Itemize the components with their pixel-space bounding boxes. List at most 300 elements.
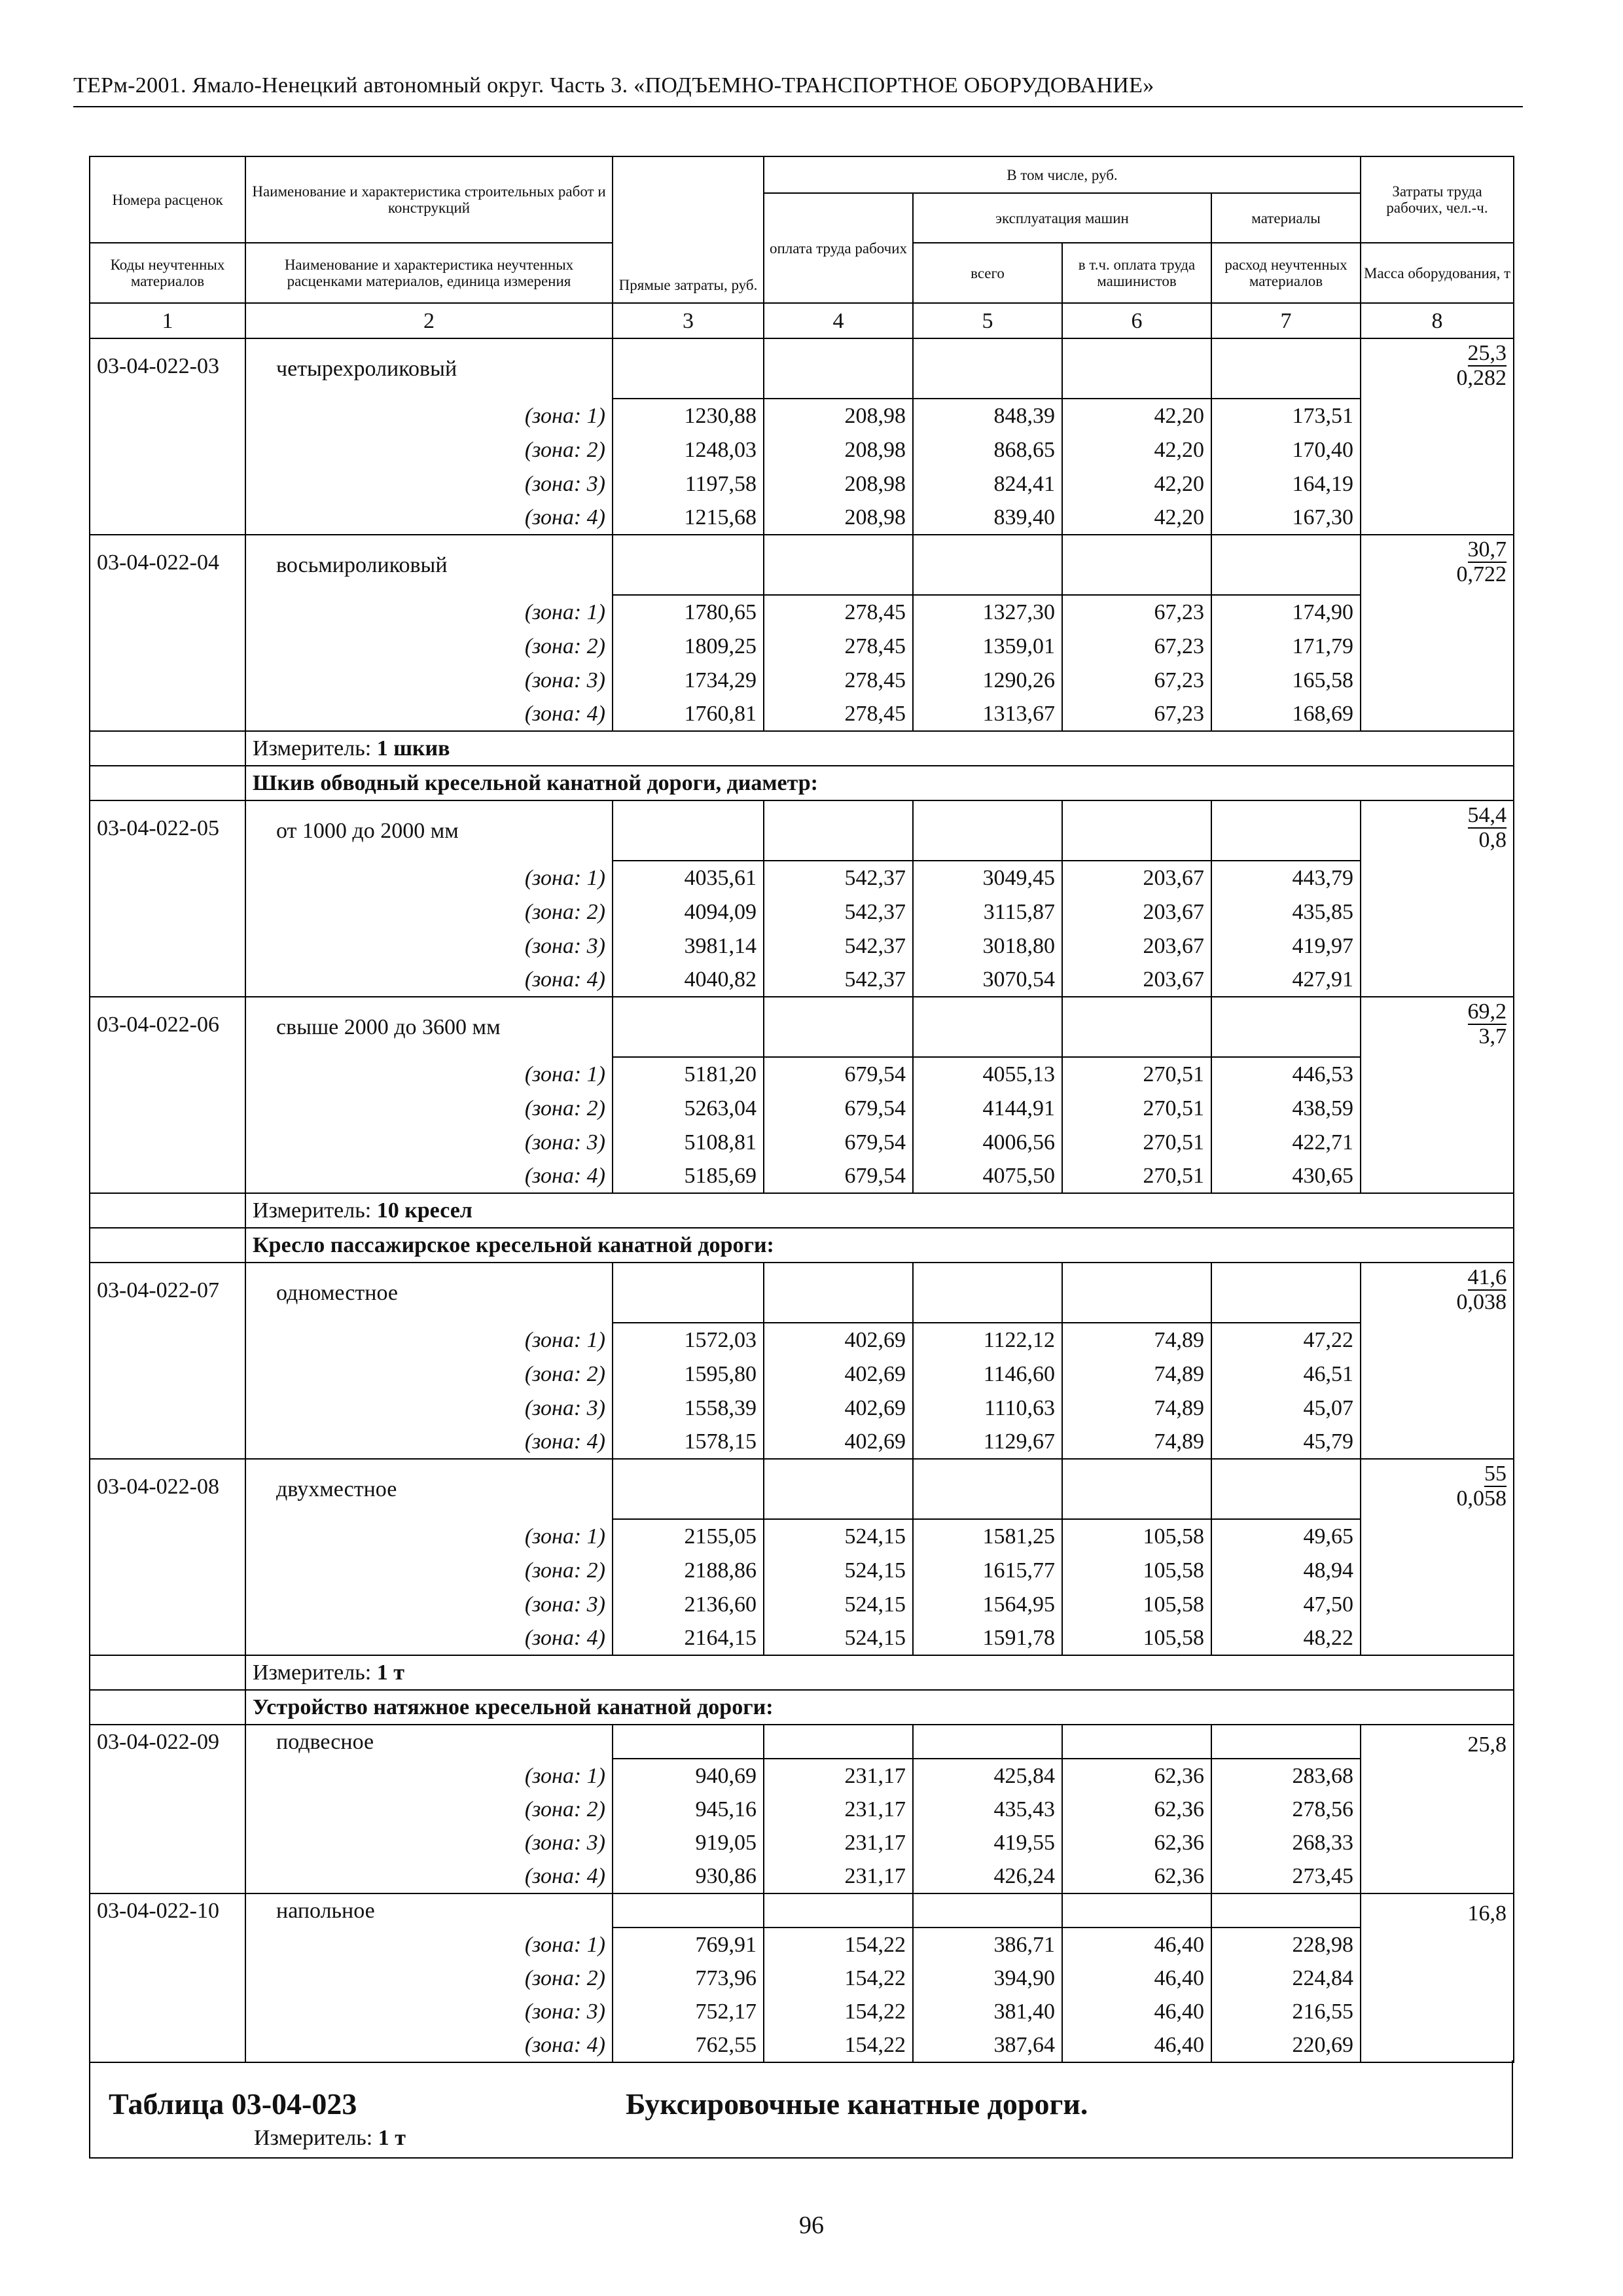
zone-row xyxy=(90,697,1514,731)
operator-wages: 67,23 xyxy=(1062,663,1211,697)
rate-code: 03-04-022-08 xyxy=(90,1459,245,1655)
section-title: Устройство натяжное кресельной канатной дороги: xyxy=(245,1690,1514,1725)
zone-row xyxy=(90,467,1514,501)
labor-costs: 25,8 xyxy=(1467,1732,1507,1757)
zone-row xyxy=(90,1928,1514,1962)
labor-costs: 54,4 xyxy=(1467,803,1507,827)
operator-wages: 105,58 xyxy=(1062,1587,1211,1621)
materials: 48,94 xyxy=(1211,1553,1361,1587)
wages: 208,98 xyxy=(764,501,913,535)
wages: 402,69 xyxy=(764,1357,913,1391)
direct-costs: 940,69 xyxy=(613,1759,764,1793)
column-number: 6 xyxy=(1062,303,1211,338)
zone-row xyxy=(90,963,1514,997)
operator-wages: 74,89 xyxy=(1062,1391,1211,1425)
zone-row xyxy=(90,1962,1514,1995)
zone-label: (зона: 4) xyxy=(245,963,613,997)
operator-wages: 74,89 xyxy=(1062,1425,1211,1459)
labor-costs: 16,8 xyxy=(1467,1901,1507,1926)
machines-total: 4055,13 xyxy=(913,1057,1062,1091)
zone-label: (зона: 1) xyxy=(245,1519,613,1553)
next-table-meter: Измеритель: 1 т xyxy=(254,2126,406,2150)
machines-total: 387,64 xyxy=(913,2028,1062,2062)
zone-label: (зона: 4) xyxy=(245,1859,613,1893)
wages: 208,98 xyxy=(764,467,913,501)
wages: 402,69 xyxy=(764,1323,913,1357)
rate-row xyxy=(90,338,1514,399)
zone-row xyxy=(90,595,1514,629)
direct-costs: 5263,04 xyxy=(613,1091,764,1125)
zone-row xyxy=(90,1357,1514,1391)
machines-total: 435,43 xyxy=(913,1793,1062,1826)
materials: 173,51 xyxy=(1211,399,1361,433)
wages: 154,22 xyxy=(764,1962,913,1995)
head-material-names: Наименование и характеристика неучтенных расценками материалов, единица измерения xyxy=(245,243,613,303)
rate-code: 03-04-022-09 xyxy=(90,1725,245,1893)
operator-wages: 203,67 xyxy=(1062,895,1211,929)
zone-row xyxy=(90,2028,1514,2062)
wages: 231,17 xyxy=(764,1826,913,1859)
zone-label: (зона: 3) xyxy=(245,1587,613,1621)
labor-costs: 30,7 xyxy=(1467,537,1507,562)
machines-total: 386,71 xyxy=(913,1928,1062,1962)
zone-row xyxy=(90,1826,1514,1859)
zone-row xyxy=(90,1057,1514,1091)
machines-total: 1359,01 xyxy=(913,629,1062,663)
operator-wages: 42,20 xyxy=(1062,501,1211,535)
zone-label: (зона: 2) xyxy=(245,1553,613,1587)
operator-wages: 62,36 xyxy=(1062,1759,1211,1793)
wages: 208,98 xyxy=(764,399,913,433)
materials: 45,07 xyxy=(1211,1391,1361,1425)
rate-row xyxy=(90,1459,1514,1519)
head-machines-total: всего xyxy=(913,243,1062,303)
wages: 208,98 xyxy=(764,433,913,467)
materials: 47,22 xyxy=(1211,1323,1361,1357)
zone-label: (зона: 4) xyxy=(245,1621,613,1655)
operator-wages: 62,36 xyxy=(1062,1826,1211,1859)
operator-wages: 105,58 xyxy=(1062,1519,1211,1553)
direct-costs: 1248,03 xyxy=(613,433,764,467)
operator-wages: 270,51 xyxy=(1062,1057,1211,1091)
zone-label: (зона: 2) xyxy=(245,1091,613,1125)
materials: 446,53 xyxy=(1211,1057,1361,1091)
direct-costs: 945,16 xyxy=(613,1793,764,1826)
zone-label: (зона: 2) xyxy=(245,895,613,929)
zone-row xyxy=(90,663,1514,697)
wages: 679,54 xyxy=(764,1159,913,1193)
labor-mass-cell xyxy=(1361,535,1514,731)
machines-total: 3070,54 xyxy=(913,963,1062,997)
machines-total: 425,84 xyxy=(913,1759,1062,1793)
zone-label: (зона: 4) xyxy=(245,1425,613,1459)
operator-wages: 203,67 xyxy=(1062,929,1211,963)
direct-costs: 2164,15 xyxy=(613,1621,764,1655)
zone-label: (зона: 2) xyxy=(245,629,613,663)
direct-costs: 2155,05 xyxy=(613,1519,764,1553)
labor-mass-cell xyxy=(1361,1893,1514,2062)
rate-row xyxy=(90,1263,1514,1323)
meter-row xyxy=(90,1655,1514,1690)
rate-row xyxy=(90,1893,1514,1928)
column-number: 1 xyxy=(90,303,245,338)
operator-wages: 46,40 xyxy=(1062,2028,1211,2062)
direct-costs: 2188,86 xyxy=(613,1553,764,1587)
zone-row xyxy=(90,1159,1514,1193)
wages: 524,15 xyxy=(764,1519,913,1553)
wages: 154,22 xyxy=(764,1928,913,1962)
materials: 165,58 xyxy=(1211,663,1361,697)
machines-total: 1290,26 xyxy=(913,663,1062,697)
head-equipment-mass: Масса оборудования, т xyxy=(1361,243,1514,303)
labor-mass-cell xyxy=(1361,1725,1514,1893)
operator-wages: 67,23 xyxy=(1062,697,1211,731)
rate-code: 03-04-022-10 xyxy=(90,1893,245,2062)
zone-row xyxy=(90,1553,1514,1587)
machines-total: 1146,60 xyxy=(913,1357,1062,1391)
operator-wages: 67,23 xyxy=(1062,595,1211,629)
column-number: 2 xyxy=(245,303,613,338)
machines-total: 1122,12 xyxy=(913,1323,1062,1357)
zone-row xyxy=(90,1323,1514,1357)
direct-costs: 752,17 xyxy=(613,1995,764,2028)
zone-label: (зона: 2) xyxy=(245,1793,613,1826)
materials: 438,59 xyxy=(1211,1091,1361,1125)
zone-row xyxy=(90,861,1514,895)
labor-mass-cell xyxy=(1361,338,1514,535)
machines-total: 1110,63 xyxy=(913,1391,1062,1425)
zone-row xyxy=(90,1125,1514,1159)
head-rate-numbers: Номера расценок xyxy=(90,156,245,243)
labor-costs: 41,6 xyxy=(1467,1265,1507,1289)
wages: 278,45 xyxy=(764,629,913,663)
equipment-mass: 0,722 xyxy=(1456,562,1507,586)
zone-label: (зона: 4) xyxy=(245,2028,613,2062)
rate-name: свыше 2000 до 3600 мм xyxy=(245,997,613,1057)
head-work-name: Наименование и характеристика строительных работ и конструкций xyxy=(245,156,613,243)
zone-label: (зона: 1) xyxy=(245,861,613,895)
head-direct-costs: Прямые затраты, руб. xyxy=(613,156,764,303)
materials: 435,85 xyxy=(1211,895,1361,929)
operator-wages: 270,51 xyxy=(1062,1125,1211,1159)
rate-row xyxy=(90,800,1514,861)
wages: 278,45 xyxy=(764,595,913,629)
rate-code: 03-04-022-04 xyxy=(90,535,245,731)
operator-wages: 74,89 xyxy=(1062,1357,1211,1391)
machines-total: 824,41 xyxy=(913,467,1062,501)
labor-mass-fraction xyxy=(1468,1000,1507,1049)
wages: 402,69 xyxy=(764,1391,913,1425)
direct-costs: 4094,09 xyxy=(613,895,764,929)
zone-row xyxy=(90,433,1514,467)
wages: 278,45 xyxy=(764,697,913,731)
zone-label: (зона: 4) xyxy=(245,501,613,535)
direct-costs: 2136,60 xyxy=(613,1587,764,1621)
machines-total: 426,24 xyxy=(913,1859,1062,1893)
operator-wages: 105,58 xyxy=(1062,1553,1211,1587)
direct-costs: 1734,29 xyxy=(613,663,764,697)
zone-label: (зона: 3) xyxy=(245,1125,613,1159)
rate-row xyxy=(90,997,1514,1057)
machines-total: 1615,77 xyxy=(913,1553,1062,1587)
head-material-consumption: расход неучтенных материалов xyxy=(1211,243,1361,303)
wages: 154,22 xyxy=(764,2028,913,2062)
operator-wages: 42,20 xyxy=(1062,433,1211,467)
labor-mass-fraction xyxy=(1457,1266,1507,1314)
head-material-codes: Коды неучтенных материалов xyxy=(90,243,245,303)
zone-label: (зона: 2) xyxy=(245,1962,613,1995)
operator-wages: 74,89 xyxy=(1062,1323,1211,1357)
machines-total: 419,55 xyxy=(913,1826,1062,1859)
head-machines: эксплуатация машин xyxy=(913,193,1211,243)
direct-costs: 1595,80 xyxy=(613,1357,764,1391)
direct-costs: 1558,39 xyxy=(613,1391,764,1425)
direct-costs: 1215,68 xyxy=(613,501,764,535)
operator-wages: 105,58 xyxy=(1062,1621,1211,1655)
operator-wages: 46,40 xyxy=(1062,1928,1211,1962)
equipment-mass: 0,8 xyxy=(1478,828,1507,852)
section-title: Кресло пассажирское кресельной канатной дороги: xyxy=(245,1228,1514,1263)
labor-mass-fraction xyxy=(1457,342,1507,390)
equipment-mass: 0,282 xyxy=(1456,366,1507,390)
zone-label: (зона: 3) xyxy=(245,929,613,963)
direct-costs: 4035,61 xyxy=(613,861,764,895)
machines-total: 4006,56 xyxy=(913,1125,1062,1159)
zone-label: (зона: 1) xyxy=(245,1323,613,1357)
page-number: 96 xyxy=(799,2212,824,2239)
operator-wages: 270,51 xyxy=(1062,1091,1211,1125)
operator-wages: 67,23 xyxy=(1062,629,1211,663)
materials: 167,30 xyxy=(1211,501,1361,535)
materials: 419,97 xyxy=(1211,929,1361,963)
materials: 168,69 xyxy=(1211,697,1361,731)
zone-label: (зона: 4) xyxy=(245,1159,613,1193)
zone-row xyxy=(90,1759,1514,1793)
direct-costs: 1809,25 xyxy=(613,629,764,663)
machines-total: 839,40 xyxy=(913,501,1062,535)
column-number: 5 xyxy=(913,303,1062,338)
labor-mass-cell xyxy=(1361,1459,1514,1655)
direct-costs: 1572,03 xyxy=(613,1323,764,1357)
machines-total: 4075,50 xyxy=(913,1159,1062,1193)
rate-name: четырехроликовый xyxy=(245,338,613,399)
zone-label: (зона: 3) xyxy=(245,467,613,501)
zone-label: (зона: 4) xyxy=(245,697,613,731)
machines-total: 1313,67 xyxy=(913,697,1062,731)
zone-row xyxy=(90,501,1514,535)
zone-row xyxy=(90,1587,1514,1621)
operator-wages: 46,40 xyxy=(1062,1995,1211,2028)
operator-wages: 203,67 xyxy=(1062,861,1211,895)
equipment-mass: 0,038 xyxy=(1456,1290,1507,1314)
direct-costs: 930,86 xyxy=(613,1859,764,1893)
operator-wages: 42,20 xyxy=(1062,467,1211,501)
zone-row xyxy=(90,1519,1514,1553)
zone-row xyxy=(90,895,1514,929)
materials: 224,84 xyxy=(1211,1962,1361,1995)
materials: 228,98 xyxy=(1211,1928,1361,1962)
machines-total: 3049,45 xyxy=(913,861,1062,895)
operator-wages: 42,20 xyxy=(1062,399,1211,433)
wages: 524,15 xyxy=(764,1587,913,1621)
direct-costs: 919,05 xyxy=(613,1826,764,1859)
wages: 278,45 xyxy=(764,663,913,697)
direct-costs: 1230,88 xyxy=(613,399,764,433)
labor-mass-cell xyxy=(1361,800,1514,997)
zone-label: (зона: 3) xyxy=(245,1995,613,2028)
machines-total: 394,90 xyxy=(913,1962,1062,1995)
materials: 422,71 xyxy=(1211,1125,1361,1159)
zone-row xyxy=(90,1425,1514,1459)
head-materials: материалы xyxy=(1211,193,1361,243)
head-in-total: В том числе, руб. xyxy=(764,156,1361,193)
materials: 47,50 xyxy=(1211,1587,1361,1621)
labor-mass-cell xyxy=(1361,997,1514,1193)
column-number: 4 xyxy=(764,303,913,338)
labor-costs: 69,2 xyxy=(1467,999,1507,1024)
direct-costs: 1197,58 xyxy=(613,467,764,501)
zone-label: (зона: 3) xyxy=(245,1826,613,1859)
materials: 273,45 xyxy=(1211,1859,1361,1893)
next-table-block xyxy=(89,2060,1513,2159)
operator-wages: 62,36 xyxy=(1062,1859,1211,1893)
materials: 174,90 xyxy=(1211,595,1361,629)
direct-costs: 4040,82 xyxy=(613,963,764,997)
column-number: 3 xyxy=(613,303,764,338)
zone-label: (зона: 1) xyxy=(245,595,613,629)
zone-row xyxy=(90,1621,1514,1655)
operator-wages: 62,36 xyxy=(1062,1793,1211,1826)
meter-label: Измеритель: 1 т xyxy=(245,1655,1514,1690)
materials: 268,33 xyxy=(1211,1826,1361,1859)
wages: 402,69 xyxy=(764,1425,913,1459)
machines-total: 1591,78 xyxy=(913,1621,1062,1655)
rate-row xyxy=(90,535,1514,595)
next-table-title: Таблица 03-04-023 xyxy=(109,2087,357,2121)
zone-label: (зона: 1) xyxy=(245,1759,613,1793)
wages: 231,17 xyxy=(764,1859,913,1893)
materials: 45,79 xyxy=(1211,1425,1361,1459)
direct-costs: 1780,65 xyxy=(613,595,764,629)
rate-name: одноместное xyxy=(245,1263,613,1323)
materials: 216,55 xyxy=(1211,1995,1361,2028)
materials: 170,40 xyxy=(1211,433,1361,467)
equipment-mass: 3,7 xyxy=(1478,1024,1507,1049)
machines-total: 1129,67 xyxy=(913,1425,1062,1459)
machines-total: 1564,95 xyxy=(913,1587,1062,1621)
rate-code: 03-04-022-05 xyxy=(90,800,245,997)
rate-row xyxy=(90,1725,1514,1759)
zone-label: (зона: 2) xyxy=(245,433,613,467)
zone-row xyxy=(90,399,1514,433)
head-wages: оплата труда рабочих xyxy=(764,193,913,303)
meter-label: Измеритель: 1 шкив xyxy=(245,731,1514,766)
wages: 679,54 xyxy=(764,1091,913,1125)
labor-costs: 55 xyxy=(1484,1462,1507,1486)
rate-code: 03-04-022-03 xyxy=(90,338,245,535)
meter-row xyxy=(90,731,1514,766)
materials: 46,51 xyxy=(1211,1357,1361,1391)
zone-label: (зона: 1) xyxy=(245,1928,613,1962)
labor-costs: 25,3 xyxy=(1467,341,1507,365)
zone-label: (зона: 3) xyxy=(245,1391,613,1425)
direct-costs: 5108,81 xyxy=(613,1125,764,1159)
labor-mass-cell xyxy=(1361,1263,1514,1459)
rate-code: 03-04-022-06 xyxy=(90,997,245,1193)
labor-mass-fraction xyxy=(1457,1462,1507,1511)
zone-row xyxy=(90,1091,1514,1125)
wages: 231,17 xyxy=(764,1759,913,1793)
materials: 171,79 xyxy=(1211,629,1361,663)
wages: 679,54 xyxy=(764,1057,913,1091)
materials: 443,79 xyxy=(1211,861,1361,895)
zone-label: (зона: 3) xyxy=(245,663,613,697)
materials: 283,68 xyxy=(1211,1759,1361,1793)
wages: 231,17 xyxy=(764,1793,913,1826)
operator-wages: 203,67 xyxy=(1062,963,1211,997)
zone-row xyxy=(90,1793,1514,1826)
rate-name: напольное xyxy=(245,1893,613,1928)
column-number: 8 xyxy=(1361,303,1514,338)
labor-mass-fraction xyxy=(1457,538,1507,586)
direct-costs: 1760,81 xyxy=(613,697,764,731)
materials: 164,19 xyxy=(1211,467,1361,501)
direct-costs: 773,96 xyxy=(613,1962,764,1995)
wages: 524,15 xyxy=(764,1621,913,1655)
zone-label: (зона: 1) xyxy=(245,399,613,433)
materials: 427,91 xyxy=(1211,963,1361,997)
machines-total: 4144,91 xyxy=(913,1091,1062,1125)
zone-label: (зона: 2) xyxy=(245,1357,613,1391)
materials: 278,56 xyxy=(1211,1793,1361,1826)
zone-row xyxy=(90,629,1514,663)
zone-row xyxy=(90,1391,1514,1425)
direct-costs: 762,55 xyxy=(613,2028,764,2062)
machines-total: 3115,87 xyxy=(913,895,1062,929)
section-row xyxy=(90,1228,1514,1263)
rate-name: подвесное xyxy=(245,1725,613,1759)
direct-costs: 769,91 xyxy=(613,1928,764,1962)
section-title: Шкив обводный кресельной канатной дороги, диаметр: xyxy=(245,766,1514,800)
section-row xyxy=(90,766,1514,800)
operator-wages: 270,51 xyxy=(1062,1159,1211,1193)
wages: 542,37 xyxy=(764,929,913,963)
section-row xyxy=(90,1690,1514,1725)
running-header: ТЕРм-2001. Ямало-Ненецкий автономный округ. Часть 3. «ПОДЪЕМНО-ТРАНСПОРТНОЕ ОБОРУДОВАНИЕ» xyxy=(73,73,1154,98)
operator-wages: 46,40 xyxy=(1062,1962,1211,1995)
rate-code: 03-04-022-07 xyxy=(90,1263,245,1459)
direct-costs: 1578,15 xyxy=(613,1425,764,1459)
direct-costs: 3981,14 xyxy=(613,929,764,963)
direct-costs: 5181,20 xyxy=(613,1057,764,1091)
wages: 154,22 xyxy=(764,1995,913,2028)
next-table-name: Буксировочные канатные дороги. xyxy=(626,2087,1088,2121)
rates-table xyxy=(89,156,1514,2063)
rate-name: от 1000 до 2000 мм xyxy=(245,800,613,861)
machines-total: 381,40 xyxy=(913,1995,1062,2028)
zone-row xyxy=(90,929,1514,963)
wages: 542,37 xyxy=(764,963,913,997)
wages: 542,37 xyxy=(764,861,913,895)
rate-name: восьмироликовый xyxy=(245,535,613,595)
labor-mass-fraction xyxy=(1468,804,1507,852)
head-operator-wages: в т.ч. оплата труда машинистов xyxy=(1062,243,1211,303)
header-rule xyxy=(73,106,1523,107)
materials: 48,22 xyxy=(1211,1621,1361,1655)
wages: 679,54 xyxy=(764,1125,913,1159)
column-number: 7 xyxy=(1211,303,1361,338)
materials: 220,69 xyxy=(1211,2028,1361,2062)
